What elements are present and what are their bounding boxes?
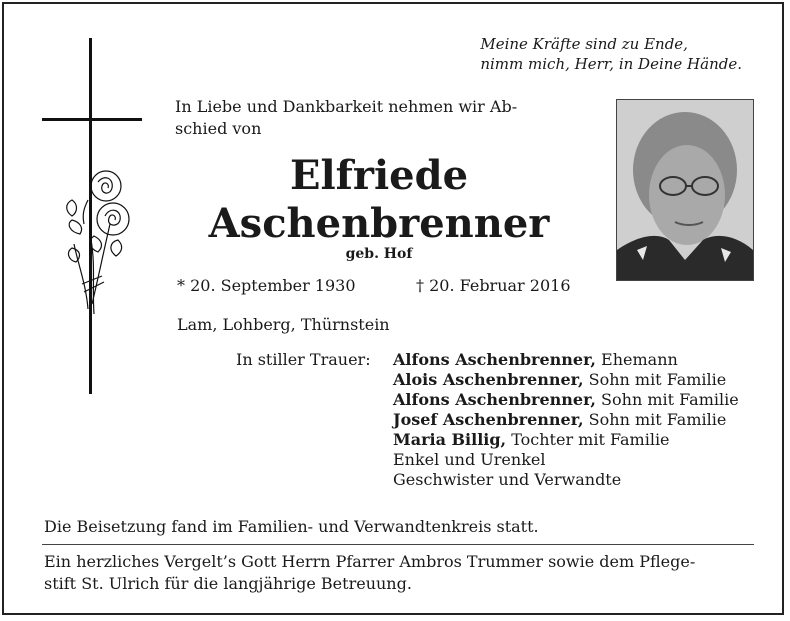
mourner-relation: Ehemann	[595, 350, 678, 369]
mourner-entry	[393, 390, 739, 410]
intro-text	[175, 96, 585, 140]
mourners-list	[393, 350, 739, 490]
mourner-entry	[393, 430, 739, 450]
mourner-relation: Tochter mit Familie	[506, 430, 670, 449]
thanks-line-2: stift St. Ulrich für die langjährige Betreuung.	[44, 574, 412, 593]
mourner-entry	[393, 450, 739, 470]
mourner-relation: Geschwister und Verwandte	[393, 470, 622, 489]
portrait-photo	[616, 99, 754, 281]
mourning-label: In stiller Trauer:	[236, 350, 371, 369]
motto-line-1: Meine Kräfte sind zu Ende,	[480, 35, 688, 53]
mourner-entry	[393, 370, 739, 390]
places: Lam, Lohberg, Thürnstein	[177, 315, 390, 334]
mourner-entry	[393, 470, 739, 490]
mourner-relation: Sohn mit Familie	[583, 370, 727, 389]
mourner-relation: Sohn mit Familie	[583, 410, 727, 429]
thanks-line-1: Ein herzliches Vergelt’s Gott Herrn Pfarrer Ambros Trummer sowie dem Pflege-	[44, 552, 696, 571]
deceased-first-name: Elfriede	[289, 152, 469, 199]
portrait-icon	[617, 100, 753, 280]
mourner-name: Alfons Aschenbrenner,	[393, 350, 596, 369]
motto-line-2: nimm mich, Herr, in Deine Hände.	[480, 55, 742, 73]
cross-bar	[42, 118, 142, 121]
obituary-notice	[2, 2, 784, 615]
deceased-last-name: Aschenbrenner	[208, 200, 550, 247]
mourner-entry	[393, 350, 739, 370]
roses-icon	[58, 164, 130, 314]
motto-verse	[480, 34, 742, 74]
deceased-name	[174, 152, 584, 248]
mourner-name: Josef Aschenbrenner,	[393, 410, 584, 429]
thanks-text	[44, 551, 752, 595]
mourner-relation: Enkel und Urenkel	[393, 450, 546, 469]
mourner-name: Alois Aschenbrenner,	[393, 370, 584, 389]
mourner-entry	[393, 410, 739, 430]
mourner-name: Alfons Aschenbrenner,	[393, 390, 596, 409]
maiden-name: geb. Hof	[345, 246, 413, 262]
mourner-name: Maria Billig,	[393, 430, 507, 449]
mourner-relation: Sohn mit Familie	[595, 390, 739, 409]
intro-line-2: schied von	[175, 119, 262, 138]
intro-line-1: In Liebe und Dankbarkeit nehmen wir Ab-	[175, 97, 518, 116]
burial-note: Die Beisetzung fand im Familien- und Verwandtenkreis statt.	[44, 517, 539, 536]
death-date: † 20. Februar 2016	[416, 276, 571, 295]
birth-date: * 20. September 1930	[177, 276, 356, 295]
divider	[42, 544, 754, 545]
